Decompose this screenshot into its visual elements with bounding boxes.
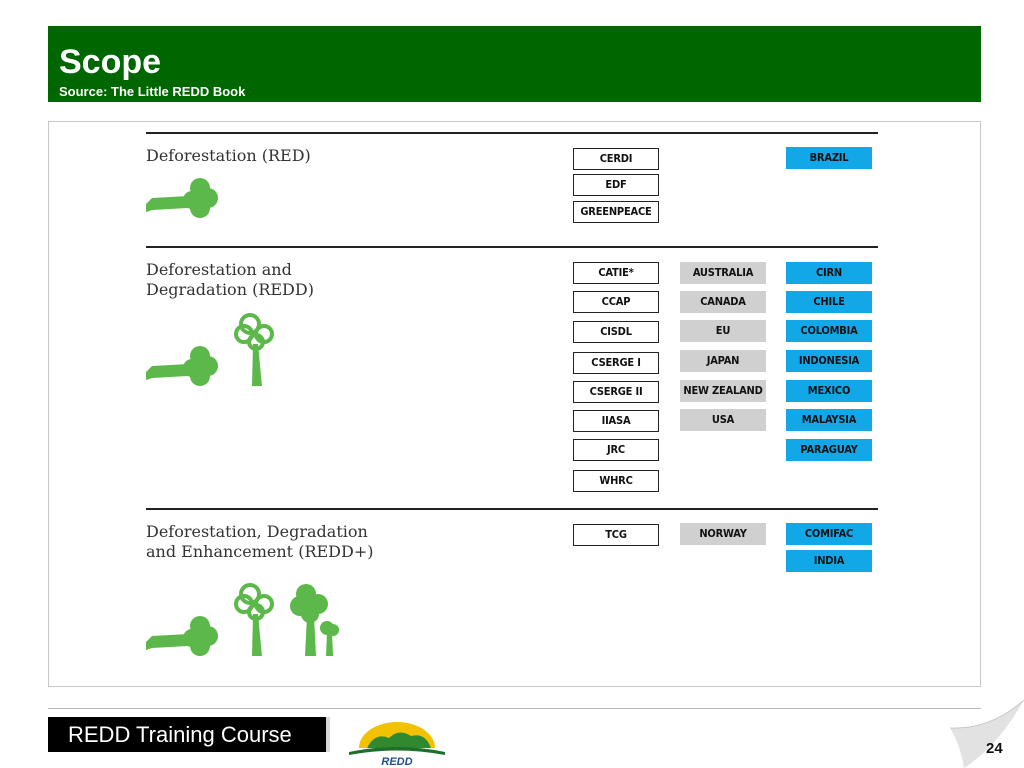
forest-country-box: MEXICO	[786, 380, 872, 402]
org-box: CCAP	[573, 291, 659, 313]
org-box: TCG	[573, 524, 659, 546]
page-curl-icon	[950, 700, 1024, 768]
page-number: 24	[986, 740, 1003, 757]
developed-country-box: EU	[680, 320, 766, 342]
section-divider	[146, 132, 878, 134]
stump-and-outline-tree-icon	[144, 312, 284, 388]
developed-country-box: USA	[680, 409, 766, 431]
page-source: Source: The Little REDD Book	[59, 84, 246, 99]
forest-country-box: CIRN	[786, 262, 872, 284]
developed-country-box: NEW ZEALAND	[680, 380, 766, 402]
org-box: CERDI	[573, 148, 659, 170]
org-box: IIASA	[573, 410, 659, 432]
org-box: CATIE*	[573, 262, 659, 284]
forest-country-box: CHILE	[786, 291, 872, 313]
page-title: Scope	[59, 43, 162, 81]
redd-logo	[345, 718, 449, 766]
org-box: WHRC	[573, 470, 659, 492]
section-label-redd: Deforestation and Degradation (REDD)	[146, 260, 314, 299]
forest-country-box: COLOMBIA	[786, 320, 872, 342]
forest-country-box: PARAGUAY	[786, 439, 872, 461]
footer-divider	[48, 708, 981, 709]
org-box: CSERGE I	[573, 352, 659, 374]
section-divider	[146, 246, 878, 248]
course-label: REDD Training Course	[48, 717, 326, 752]
developed-country-box: NORWAY	[680, 523, 766, 545]
stump-tree-icon	[144, 178, 220, 220]
org-box: GREENPEACE	[573, 201, 659, 223]
forest-country-box: INDONESIA	[786, 350, 872, 372]
org-box: CISDL	[573, 321, 659, 343]
title-banner	[48, 26, 981, 102]
forest-country-box: INDIA	[786, 550, 872, 572]
forest-country-box: MALAYSIA	[786, 409, 872, 431]
org-box: EDF	[573, 174, 659, 196]
org-box: CSERGE II	[573, 381, 659, 403]
forest-country-box: COMIFAC	[786, 523, 872, 545]
section-label-redd-plus: Deforestation, Degradation and Enhancement (REDD+)	[146, 522, 374, 561]
section-divider	[146, 508, 878, 510]
developed-country-box: JAPAN	[680, 350, 766, 372]
logo-text: REDD	[381, 756, 413, 766]
stump-outline-and-full-trees-icon	[144, 582, 344, 658]
org-box: JRC	[573, 439, 659, 461]
section-label-red: Deforestation (RED)	[146, 146, 311, 165]
developed-country-box: CANADA	[680, 291, 766, 313]
developed-country-box: AUSTRALIA	[680, 262, 766, 284]
course-label-shadow	[326, 717, 330, 752]
forest-country-box: BRAZIL	[786, 147, 872, 169]
